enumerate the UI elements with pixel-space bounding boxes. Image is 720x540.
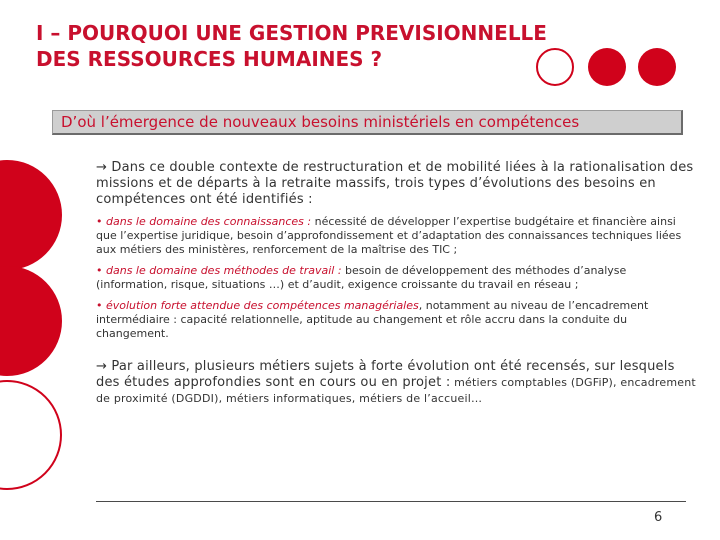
list-item-heading: évolution forte attendue des compétences managériales bbox=[102, 299, 419, 312]
slide-title-line-2: DES RESSOURCES HUMAINES ? bbox=[36, 47, 383, 71]
paragraph-metiers bbox=[96, 359, 696, 407]
paragraph-metiers-text: Par ailleurs, plusieurs métiers sujets à forte évolution ont été recensés, sur lesquels des études approfondies sont en cours ou en projet : bbox=[96, 359, 675, 390]
list-item-text: , notamment au niveau de l’encadrement intermédiaire : capacité relationnelle, aptitude au changement et rôle accru dans la conduite du changement. bbox=[96, 299, 649, 340]
paragraph-context-text: Dans ce double contexte de restructuration et de mobilité liées à la rationalisation des missions et de départs à la retraite massifs, trois types d’évolutions des besoins en compétences ont été identifiés : bbox=[96, 160, 694, 207]
decorative-circles-left bbox=[0, 160, 70, 520]
paragraph-metiers-list: métiers comptables (DGFiP), encadrement de proximité (DGDDI), métiers informatiques, métiers de l’accueil… bbox=[96, 376, 696, 405]
list-item-manageriales bbox=[96, 299, 696, 341]
filled-circle-decoration bbox=[588, 48, 626, 86]
arrow-right-icon: → bbox=[96, 160, 108, 175]
arrow-right-icon: → bbox=[96, 359, 108, 374]
list-item-text: nécessité de développer l’expertise budgétaire et financière ainsi que l’expertise juridique, besoin d’approfondissement et d’adaptation des connaissances techniques liées aux métiers des ministères, renforcement de la maîtrise des TIC ; bbox=[96, 215, 682, 256]
decorative-circles-top bbox=[536, 48, 680, 88]
list-item-heading: dans le domaine des méthodes de travail : bbox=[102, 264, 342, 277]
slide-title bbox=[36, 20, 547, 72]
bullet-icon: • bbox=[96, 299, 103, 312]
paragraph-context bbox=[96, 160, 696, 208]
page-number: 6 bbox=[654, 510, 663, 525]
left-outline-circle-decoration bbox=[0, 380, 62, 490]
subtitle-banner: D’où l’émergence de nouveaux besoins ministériels en compétences bbox=[52, 110, 683, 135]
list-item-connaissances bbox=[96, 215, 696, 257]
left-filled-circle-decoration bbox=[0, 160, 62, 270]
slide-body bbox=[96, 160, 696, 407]
list-item-text: besoin de développement des méthodes d’analyse (information, risque, situations …) et d’audit, exigence croissante du travail en réseau ; bbox=[96, 264, 627, 291]
bullet-icon: • bbox=[96, 215, 103, 228]
outline-circle-decoration bbox=[536, 48, 574, 86]
bullet-icon: • bbox=[96, 264, 103, 277]
list-item-methodes bbox=[96, 264, 696, 292]
filled-circle-decoration bbox=[638, 48, 676, 86]
footer-divider bbox=[96, 501, 686, 502]
list-item-heading: dans le domaine des connaissances : bbox=[102, 215, 312, 228]
left-filled-circle-decoration bbox=[0, 266, 62, 376]
slide-title-line-1: I – POURQUOI UNE GESTION PREVISIONNELLE bbox=[36, 21, 547, 45]
